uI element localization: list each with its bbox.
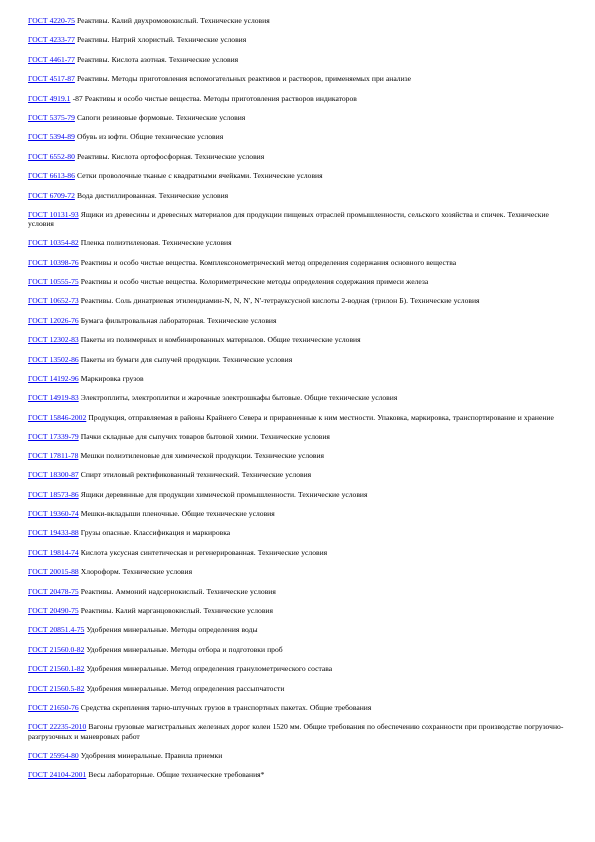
standard-code-link[interactable]: ГОСТ 19433-88 (28, 528, 79, 538)
reference-item (28, 664, 568, 674)
standard-code-link[interactable]: ГОСТ 12026-76 (28, 315, 79, 325)
standard-code-link[interactable]: ГОСТ 22235-2010 (28, 722, 87, 732)
standard-code-link[interactable]: ГОСТ 20478-75 (28, 586, 79, 596)
reference-item (28, 684, 568, 694)
standard-title: Сетки проволочные тканые с квадратными ячейками. Технические условия (77, 171, 323, 181)
reference-item (28, 722, 568, 741)
reference-item (28, 113, 568, 123)
standard-title: Грузы опасные. Классификация и маркировка (80, 528, 231, 538)
standard-code-link[interactable]: ГОСТ 10652-73 (28, 296, 79, 306)
standard-code-link[interactable]: ГОСТ 14919-83 (28, 393, 79, 403)
reference-item (28, 74, 568, 84)
standard-code-link[interactable]: ГОСТ 17339-79 (28, 431, 79, 441)
standard-title: Реактивы и особо чистые вещества. Комплексонометрический метод определения содержания основного вещества (80, 257, 457, 267)
standard-title: Мешки полиэтиленовые для химической продукции. Технические условия (80, 450, 325, 460)
reference-item (28, 625, 568, 635)
standard-title: Реактивы. Методы приготовления вспомогательных реактивов и растворов, применяемых при анализе (77, 74, 412, 84)
standard-code-link[interactable]: ГОСТ 20015-88 (28, 567, 79, 577)
standard-code-link[interactable]: ГОСТ 20851.4-75 (28, 625, 85, 635)
normative-references-list (28, 16, 568, 789)
standard-code-link[interactable]: ГОСТ 21650-76 (28, 702, 79, 712)
standard-code-link[interactable]: ГОСТ 6709-72 (28, 190, 75, 200)
standard-title: Ящики деревянные для продукции химической промышленности. Технические условия (80, 489, 368, 499)
standard-code-link[interactable]: ГОСТ 10354-82 (28, 238, 79, 248)
standard-title: Продукция, отправляемая в районы Крайнего Севера и приравненные к ним местности. Упаковка, маркировка, транспортирование и хранение (88, 412, 554, 422)
standard-code-link[interactable]: ГОСТ 12302-83 (28, 335, 79, 345)
standard-title: Весы лабораторные. Общие технические требования* (88, 770, 265, 780)
standard-title: Хлороформ. Технические условия (80, 567, 193, 577)
standard-title: Пленка полиэтиленовая. Технические условия (80, 238, 232, 248)
reference-item (28, 470, 568, 480)
standard-code-link[interactable]: ГОСТ 14192-96 (28, 373, 79, 383)
reference-item (28, 587, 568, 597)
reference-item (28, 567, 568, 577)
reference-item (28, 210, 568, 229)
standard-code-link[interactable]: ГОСТ 4233-77 (28, 35, 75, 45)
reference-item (28, 94, 568, 104)
reference-item (28, 606, 568, 616)
standard-code-link[interactable]: ГОСТ 21560.1-82 (28, 664, 85, 674)
standard-code-link[interactable]: ГОСТ 4461-77 (28, 54, 75, 64)
reference-item (28, 191, 568, 201)
standard-code-link[interactable]: ГОСТ 19360-74 (28, 509, 79, 519)
standard-code-link[interactable]: ГОСТ 19814-74 (28, 547, 79, 557)
standard-code-link[interactable]: ГОСТ 18300-87 (28, 470, 79, 480)
reference-item (28, 490, 568, 500)
standard-title: Реактивы. Натрий хлористый. Технические условия (77, 35, 247, 45)
standard-code-link[interactable]: ГОСТ 21560.5-82 (28, 683, 85, 693)
standard-title: Реактивы. Соль динатриевая этилендиамин-N, N, N', N'-тетрауксусной кислоты 2-водная (трилон Б). Технические условия (80, 296, 480, 306)
reference-item (28, 296, 568, 306)
standard-title: Удобрения минеральные. Методы отбора и подготовки проб (86, 644, 283, 654)
reference-item (28, 432, 568, 442)
standard-title: Удобрения минеральные. Правила приемки (80, 750, 223, 760)
reference-item (28, 171, 568, 181)
reference-item (28, 509, 568, 519)
standard-title: Пакеты из полимерных и комбинированных материалов. Общие технические условия (80, 335, 361, 345)
standard-code-link[interactable]: ГОСТ 4220-75 (28, 16, 75, 25)
standard-title: Бумага фильтровальная лабораторная. Технические условия (80, 315, 277, 325)
reference-item (28, 152, 568, 162)
standard-code-link[interactable]: ГОСТ 5394-89 (28, 132, 75, 142)
standard-code-link[interactable]: ГОСТ 5375-79 (28, 112, 75, 122)
standard-title: Реактивы и особо чистые вещества. Колориметрические методы определения содержания примеси железа (80, 276, 429, 286)
standard-code-link[interactable]: ГОСТ 15846-2002 (28, 412, 87, 422)
standard-code-link[interactable]: ГОСТ 10555-75 (28, 276, 79, 286)
standard-title: Реактивы. Аммоний надсернокислый. Технические условия (80, 586, 276, 596)
reference-item (28, 770, 568, 780)
reference-item (28, 55, 568, 65)
reference-item (28, 393, 568, 403)
standard-title: Кислота уксусная синтетическая и регенерированная. Технические условия (80, 547, 328, 557)
standard-code-link[interactable]: ГОСТ 10131-93 (28, 209, 79, 219)
standard-title: Реактивы. Калий марганцовокислый. Технические условия (80, 606, 273, 616)
standard-code-link[interactable]: ГОСТ 4919.1 (28, 93, 71, 103)
standard-title: Реактивы. Кислота азотная. Технические условия (77, 54, 239, 64)
reference-item (28, 548, 568, 558)
reference-item (28, 355, 568, 365)
standard-title: Удобрения минеральные. Метод определения рассыпчатости (86, 683, 285, 693)
standard-code-link[interactable]: ГОСТ 6613-86 (28, 171, 75, 181)
reference-item (28, 35, 568, 45)
standard-title: Сапоги резиновые формовые. Технические условия (77, 112, 246, 122)
reference-item (28, 374, 568, 384)
standard-code-link[interactable]: ГОСТ 25954-80 (28, 750, 79, 760)
standard-code-link[interactable]: ГОСТ 6552-80 (28, 151, 75, 161)
standard-code-link[interactable]: ГОСТ 4517-87 (28, 74, 75, 84)
reference-item (28, 132, 568, 142)
standard-code-link[interactable]: ГОСТ 10398-76 (28, 257, 79, 267)
standard-title: Обувь из юфти. Общие технические условия (77, 132, 224, 142)
reference-item (28, 413, 568, 423)
standard-code-link[interactable]: ГОСТ 18573-86 (28, 489, 79, 499)
reference-item (28, 703, 568, 713)
standard-title: Вода дистиллированная. Технические условия (77, 190, 229, 200)
standard-code-link[interactable]: ГОСТ 20490-75 (28, 606, 79, 616)
reference-item (28, 451, 568, 461)
reference-item (28, 335, 568, 345)
reference-item (28, 528, 568, 538)
reference-item (28, 645, 568, 655)
standard-title: Удобрения минеральные. Метод определения гранулометрического состава (86, 664, 333, 674)
standard-code-link[interactable]: ГОСТ 17811-78 (28, 450, 79, 460)
standard-title: -87 Реактивы и особо чистые вещества. Методы приготовления растворов индикаторов (72, 93, 357, 103)
reference-item (28, 258, 568, 268)
standard-title: Электроплиты, электроплитки и жарочные электрошкафы бытовые. Общие технические условия (80, 393, 398, 403)
reference-item (28, 238, 568, 248)
reference-item (28, 316, 568, 326)
standard-title: Удобрения минеральные. Методы определения воды (86, 625, 258, 635)
standard-title: Спирт этиловый ректификованный технический. Технические условия (80, 470, 312, 480)
standard-code-link[interactable]: ГОСТ 24104-2001 (28, 770, 87, 780)
standard-title: Пачки складные для сыпучих товаров бытовой химии. Технические условия (80, 431, 330, 441)
standard-title: Вагоны грузовые магистральных железных дорог колеи 1520 мм. Общие требования по обеспечению сохранности при производстве погрузочно-разгрузочных и маневровых работ (28, 722, 564, 741)
standard-code-link[interactable]: ГОСТ 13502-86 (28, 354, 79, 364)
reference-item (28, 751, 568, 761)
standard-title: Пакеты из бумаги для сыпучей продукции. Технические условия (80, 354, 293, 364)
standard-title: Средства скрепления тарно-штучных грузов в транспортных пакетах. Общие требования (80, 702, 372, 712)
standard-title: Реактивы. Калий двухромовокислый. Технические условия (77, 16, 270, 25)
standard-title: Маркировка грузов (80, 373, 144, 383)
standard-title: Реактивы. Кислота ортофосфорная. Технические условия (77, 151, 265, 161)
reference-item (28, 277, 568, 287)
reference-item (28, 16, 568, 26)
standard-code-link[interactable]: ГОСТ 21560.0-82 (28, 644, 85, 654)
standard-title: Мешки-вкладыши пленочные. Общие технические условия (80, 509, 275, 519)
standard-title: Ящики из древесины и древесных материалов для продукции пищевых отраслей промышленности, сельского хозяйства и спичек. Технические условия (28, 209, 549, 229)
